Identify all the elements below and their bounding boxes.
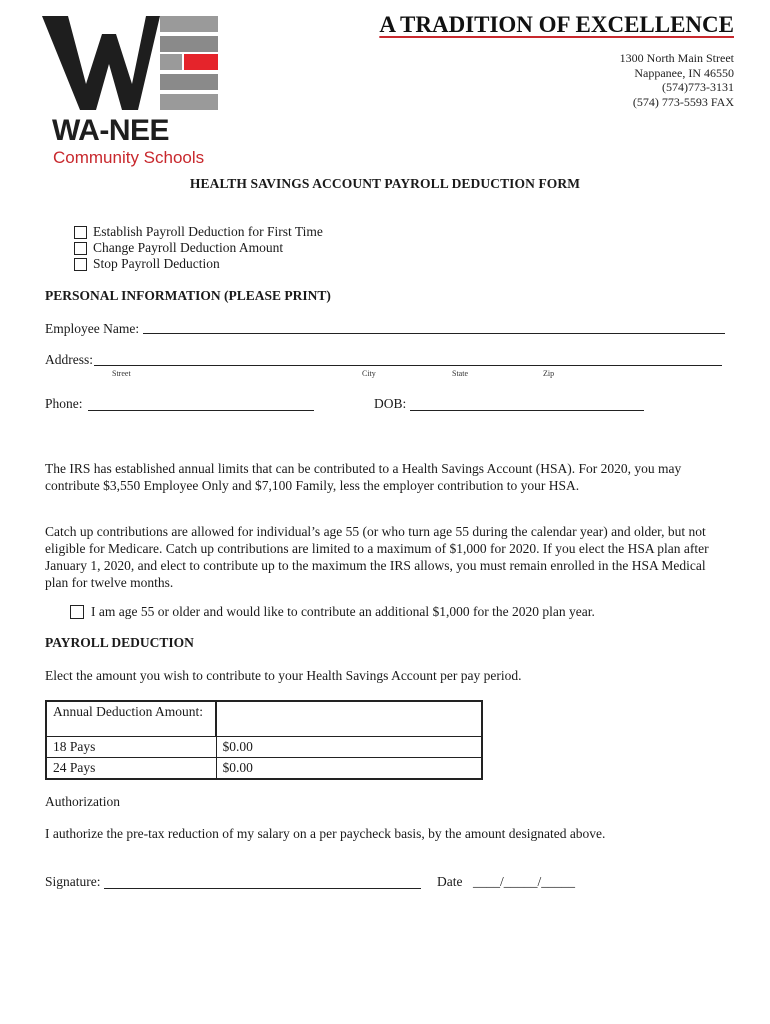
logo-wordmark: WA-NEE	[52, 114, 169, 147]
dob-label: DOB:	[374, 396, 407, 411]
option-change[interactable]	[74, 240, 283, 256]
school-logo	[42, 14, 232, 167]
checkbox[interactable]	[74, 226, 87, 239]
phone-number: (574)773-3131	[662, 80, 734, 94]
catchup-option-label: I am age 55 or older and would like to contribute an additional $1,000 for the 2020 plan year.	[91, 604, 595, 619]
payroll-instruction: Elect the amount you wish to contribute to your Health Savings Account per pay period.	[45, 668, 522, 683]
city-sublabel: City	[362, 369, 376, 378]
logo-subtitle: Community Schools	[53, 148, 205, 167]
signature-field[interactable]	[104, 874, 421, 889]
irs-limits-text: The IRS has established annual limits that can be contributed to a Health Savings Account (HSA). For 2020, you may contribute $3,550 Employee Only and $7,100 Family, less the employer contribution to your HSA.	[45, 461, 682, 493]
address-field[interactable]	[94, 352, 722, 366]
pays-24-value: $0.00	[216, 758, 482, 780]
address-line-1: 1300 North Main Street	[619, 51, 734, 65]
option-stop[interactable]	[74, 256, 220, 272]
annual-deduction-amount-field[interactable]	[216, 701, 482, 737]
option-establish[interactable]	[74, 224, 323, 240]
option-label: Establish Payroll Deduction for First Time	[93, 224, 323, 239]
option-label: Stop Payroll Deduction	[93, 256, 220, 271]
catchup-option[interactable]	[70, 604, 595, 620]
date-label: Date	[437, 874, 463, 889]
street-sublabel: Street	[112, 369, 131, 378]
phone-field[interactable]	[88, 396, 314, 411]
checkbox[interactable]	[70, 605, 84, 619]
catchup-text: Catch up contributions are allowed for individual’s age 55 (or who turn age 55 during the calendar year) and older, but not eligible for Medicare. Catch up contributions are limited to a maximum of $1,000 for 2020. If you elect the HSA plan after January 1, 2020, and elect to contribute up to the maximum the IRS allows, you must remain enrolled in the HSA Medical plan for twelve months.	[45, 524, 709, 590]
address-line-2: Nappanee, IN 46550	[634, 66, 734, 80]
pays-18-label: 18 Pays	[46, 737, 216, 758]
fax-number: (574) 773-5593 FAX	[632, 95, 734, 109]
employee-name-label: Employee Name:	[45, 321, 140, 336]
phone-label: Phone:	[45, 396, 83, 411]
authorization-text: I authorize the pre-tax reduction of my salary on a per paycheck basis, by the amount designated above.	[45, 826, 606, 841]
zip-sublabel: Zip	[543, 369, 555, 378]
form-title: HEALTH SAVINGS ACCOUNT PAYROLL DEDUCTION FORM	[189, 176, 581, 191]
tagline: A TRADITION OF EXCELLENCE	[379, 12, 734, 37]
table-row	[46, 758, 482, 780]
table-header-row	[46, 701, 482, 737]
signature-label: Signature:	[45, 874, 101, 889]
wa-nee-logo-mark	[42, 14, 232, 114]
pays-18-value: $0.00	[216, 737, 482, 758]
state-sublabel: State	[452, 369, 468, 378]
checkbox[interactable]	[74, 258, 87, 271]
option-label: Change Payroll Deduction Amount	[93, 240, 284, 255]
checkbox[interactable]	[74, 242, 87, 255]
deduction-table	[45, 700, 483, 780]
dob-field[interactable]	[410, 396, 644, 411]
table-row	[46, 737, 482, 758]
pays-24-label: 24 Pays	[46, 758, 216, 780]
employee-name-field[interactable]	[143, 318, 725, 334]
personal-info-heading: PERSONAL INFORMATION (PLEASE PRINT)	[45, 288, 331, 303]
address-label: Address:	[45, 352, 93, 367]
date-field[interactable]: ____/_____/_____	[473, 874, 576, 889]
annual-deduction-label: Annual Deduction Amount:	[46, 701, 216, 737]
payroll-deduction-heading: PAYROLL DEDUCTION	[45, 635, 194, 650]
authorization-heading: Authorization	[45, 794, 120, 809]
